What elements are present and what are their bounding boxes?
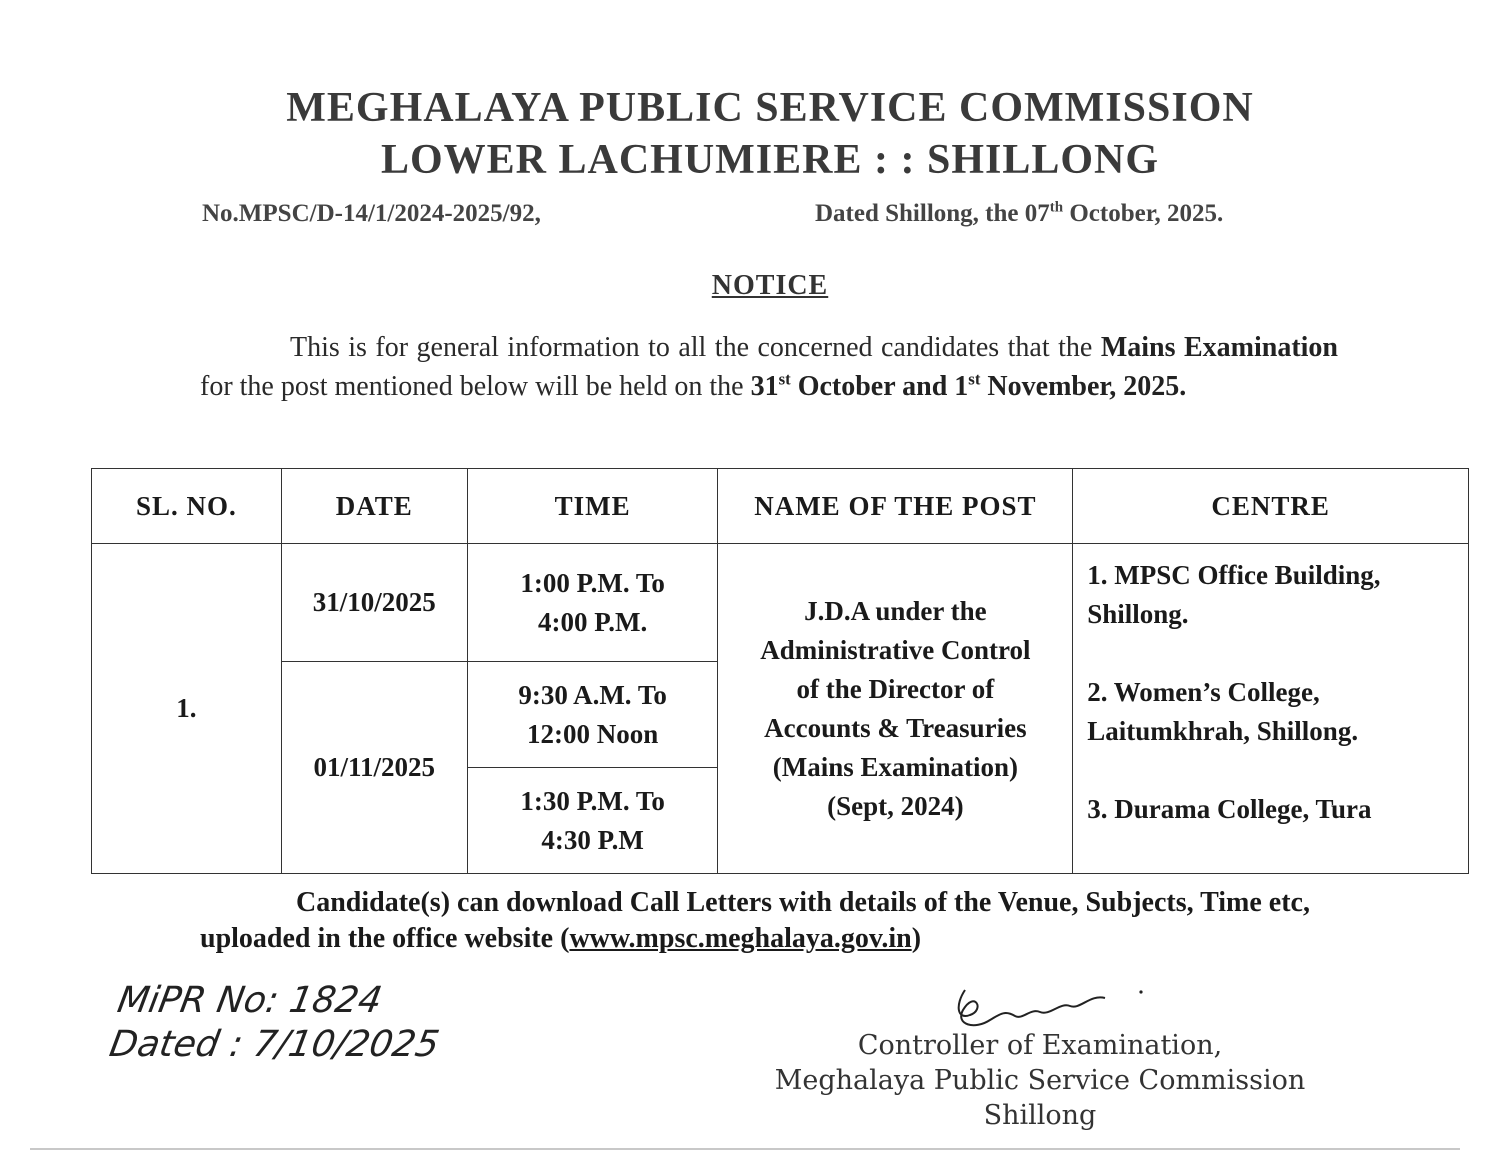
sl-no-cell: 1. [92,544,282,874]
header-centre: CENTRE [1073,469,1469,544]
date-line: Dated Shillong, the 07th October, 2025. [815,199,1224,227]
notice-heading: NOTICE [711,270,829,301]
page-bottom-rule [30,1148,1460,1150]
header-time: TIME [467,469,718,544]
time-cell: 1:00 P.M. To 4:00 P.M. [467,544,718,662]
date-cell: 31/10/2025 [281,544,467,662]
signatory-designation: Controller of Examination, [857,1030,1223,1061]
website-link[interactable]: www.mpsc.meghalaya.gov.in [569,923,912,954]
time-cell: 1:30 P.M. To 4:30 P.M [467,768,718,874]
reference-number: No.MPSC/D-14/1/2024-2025/92, [202,200,541,227]
commission-address: LOWER LACHUMIERE : : SHILLONG [380,137,1160,183]
centre-cell [1073,544,1469,874]
notice-paragraph: This is for general information to all the concerned candidates that the Mains Examination for the post mentioned below will be held on the 31st October and 1st November, 2025. [200,332,1338,402]
centre-item: 2. Women’s College, Laitumkhrah, Shillong. [1087,677,1359,746]
centre-item: 3. Durama College, Tura [1087,794,1372,824]
handwritten-date: Dated : 7/10/2025 [106,1024,443,1065]
centre-item: 1. MPSC Office Building, Shillong. [1087,560,1381,629]
handwritten-mipr-number: MiPR No: 1824 [114,980,385,1021]
signatory-location: Shillong [983,1100,1097,1131]
time-cell: 9:30 A.M. To 12:00 Noon [467,662,718,768]
schedule-table [91,468,1469,874]
table-row [92,544,1469,662]
signatory-organization: Meghalaya Public Service Commission [774,1065,1306,1096]
date-cell: 01/11/2025 [281,662,467,874]
header-sl-no: SL. NO. [92,469,282,544]
call-letter-note: Candidate(s) can download Call Letters with details of the Venue, Subjects, Time etc, uploaded in the office website (www.mpsc.meghalaya.gov.in) [200,887,1310,954]
post-cell: J.D.A under the Administrative Control of the Director of Accounts & Treasuries (Mains Examination) (Sept, 2024) [718,544,1073,874]
table-header-row [92,469,1469,544]
header-post: NAME OF THE POST [718,469,1073,544]
header-date: DATE [281,469,467,544]
commission-title: MEGHALAYA PUBLIC SERVICE COMMISSION [286,85,1254,131]
